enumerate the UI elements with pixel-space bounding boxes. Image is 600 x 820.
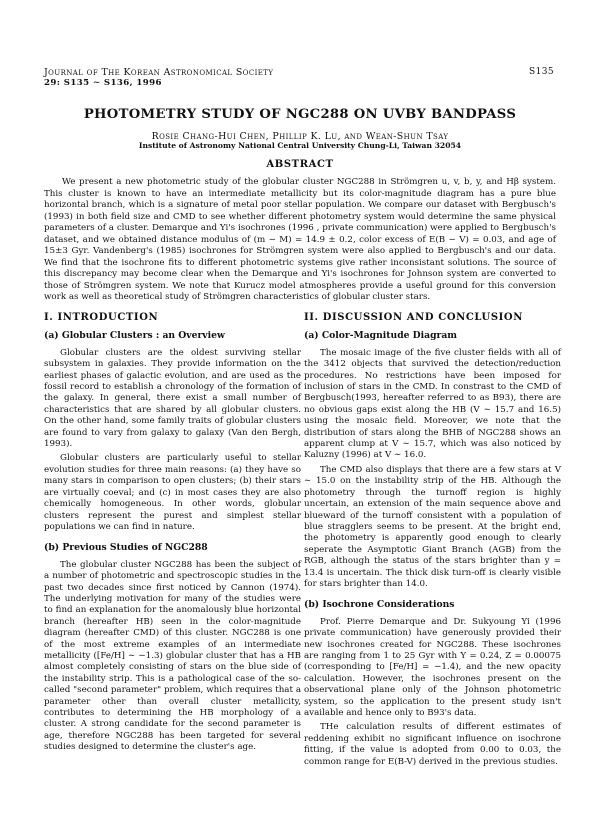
paragraph: The globular cluster NGC288 has been the subject of a number of photometric and spectroscopic studies in the past two decades since first noticed by Cannon (1974). The underlying motivation for many of the studies were to find an explanation for the anomalously blue horizontal branch (hereafter HB) seen in the color-magnitude diagram (hereafter CMD) of this cluster. NGC288 is one of the most extreme examples of an intermediate metallicity ([Fe/H] ∼ −1.3) globular cluster that has a HB almost completely consisting of stars on the blue side of the instability strip. This is a pathological case of the so-called "second parameter" problem, which requires that a parameter other than overall cluster metallicity, contributes to determining the HB morphology of a cluster. A strong candidate for the second parameter is age, therefore NGC288 has been targeted for several studies designed to determine the cluster's age.: [44, 559, 301, 753]
left-column: [44, 312, 301, 757]
subsection-heading-previous-studies: (b) Previous Studies of NGC288: [44, 542, 208, 554]
subsection-heading-cmd: (a) Color-Magnitude Diagram: [304, 330, 458, 342]
journal-name: Journal of The Korean Astronomical Society: [44, 67, 274, 78]
paragraph: The mosaic image of the five cluster fields with all of the 3412 objects that survived the detection/reduction procedures. No restrictions have been imposed for inclusion of stars in the CMD. In constrast to the CMD of Bergbusch(1993, hereafter referred to as B93), there are no obvious gaps exist along the HB (V ∼ 15.7 and 16.5) using the mosaic field. Moreover, we note that the distribution of stars along the BHB of NGC288 shows an apparent clump at V ∼ 15.7, which was also noticed by Kaluzny (1996) at V ∼ 16.0.: [304, 347, 561, 461]
paragraph: THe calculation results of different estimates of reddening exhibit no significant influence on isochrone fitting, if the value is adopted from 0.00 to 0.03, the common range for E(B-V) derived in the previous studies.: [304, 722, 561, 767]
subsection-heading-isochrone: (b) Isochrone Considerations: [304, 599, 455, 611]
author-list: Rosie Chang-Hui Chen, Phillip K. Lu, and Wean-Shun Tsay: [151, 131, 449, 142]
paper-title: PHOTOMETRY STUDY OF NGC288 ON UVBY BANDPASS: [83, 107, 517, 122]
page-number: S135: [529, 67, 554, 77]
journal-volume: 29: S135 ∼ S136, 1996: [44, 78, 162, 88]
abstract-text: We present a new photometric study of the globular cluster NGC288 in Strömgren u, v, b, y, and Hβ system. This cluster is known to have an intermediate metallicity but its color-magnitude diagram has a pure blue horizontal branch, which is a signature of metal poor stellar population. We compare our dataset with Bergbusch's (1993) in both field size and CMD to see whether different photometry system would determine the same physical parameters of a cluster. Demarque and Yi's isochrones (1996 , private communication) were applied to Bergbusch's dataset, and we obtained distance modulus of (m − M) = 14.9 ± 0.2, color excess of E(B − V) = 0.03, and age of 15±3 Gyr. Vandenberg's (1985) isochrones for Strömgren system were also applied to Bergbusch's and our data. We find that the isochrone fits to different photometric systems give rather inconsistant solutions. The source of this discrepancy may become clear when the Demarque and Yi's isochrones for Johnson system are converted to those of Strömgren system. We note that Kurucz model atmospheres provide a useful ground for this conversion work as well as theoretical study of Strömgren characteristics of globular cluster stars.: [44, 177, 556, 302]
paragraph: Globular clusters are the oldest surviving stellar subsystem in galaxies. They provide information on the earliest phases of galactic evolution, and are used as the fossil record to establish a chronology of the formation of the galaxy. In general, there exist a small number of characteristics that are shared by all globular clusters. On the other hand, some family traits of globular clusters are found to vary from galaxy to galaxy (Van den Bergh, 1993).: [44, 347, 301, 450]
paragraph: The CMD also displays that there are a few stars at V ∼ 15.0 on the instability strip of the HB. Although the photometry through the turnoff region is highly uncertain, an extension of the main sequence above and blueward of the turnoff consistent with a population of blue stragglers seems to be present. At the bright end, the photometry is apparently good enough to clearly seperate the Asymptotic Giant Branch (AGB) from the RGB, although the status of the stars brighter than y = 13.4 is uncertain. The thick disk turn-off is clearly visible for stars brighter than 14.0.: [304, 464, 561, 589]
paragraph: Globular clusters are particularly useful to stellar evolution studies for three main reasons: (a) they have so many stars in comparison to open clusters; (b) their stars are virtually coeval; and (c) in most cases they are also chemically homogeneous. In other words, globular clusters represent the purest and simplest stellar populations we can find in nature.: [44, 453, 301, 532]
subsection-heading-overview: (a) Globular Clusters : an Overview: [44, 330, 225, 342]
right-column: [304, 312, 561, 771]
journal-header: [44, 67, 273, 89]
affiliation: Institute of Astronomy National Central University Chung-Li, Taiwan 32054: [138, 141, 462, 150]
paragraph: Prof. Pierre Demarque and Dr. Sukyoung Yi (1996 private communication) have generously provided their new isochrones created for NGC288. These isochrones are ranging from 1 to 25 Gyr with Y = 0.24, Z = 0.00075 (corresponding to [Fe/H] = −1.4), and the new opacity calculation. However, the isochrones present on the observational plane only of the Johnson photometric system, so the application to the present study isn't available and hence only to B93's data.: [304, 616, 561, 718]
abstract-heading: ABSTRACT: [266, 159, 334, 170]
section-heading-discussion: II. DISCUSSION AND CONCLUSION: [304, 312, 523, 323]
section-heading-introduction: I. INTRODUCTION: [44, 312, 159, 323]
